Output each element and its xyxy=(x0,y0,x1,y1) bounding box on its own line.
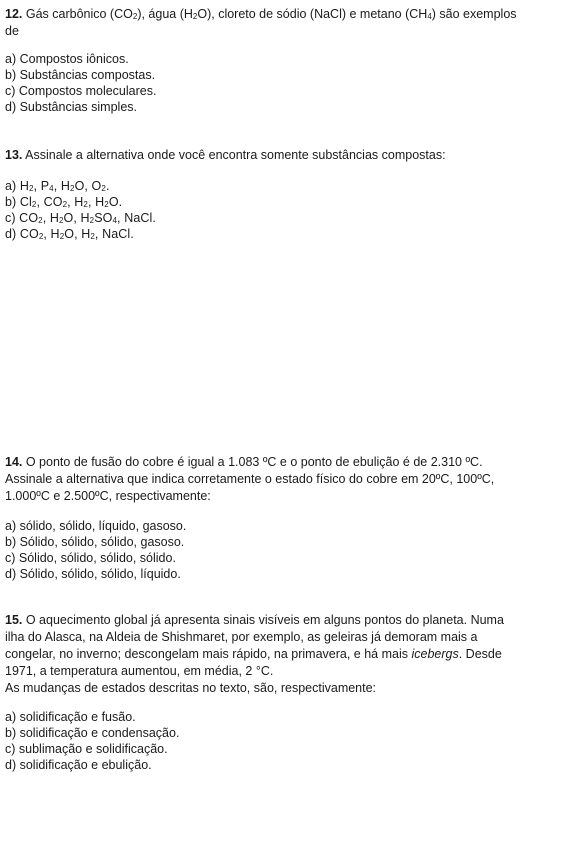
question-12-stem xyxy=(5,6,569,23)
subscript: 2 xyxy=(59,232,65,241)
option-d[interactable]: d) Substâncias simples. xyxy=(5,100,138,114)
subscript: 2 xyxy=(62,200,68,209)
question-15-stem-line-2: ilha do Alasca, na Aldeia de Shishmaret, por exemplo, as geleiras já demoram mais a xyxy=(5,630,478,644)
option-c[interactable]: c) Compostos moleculares. xyxy=(5,84,157,98)
option-d[interactable]: d) $CO_2$, $H_2O$, $H_2$, NaCl. xyxy=(5,227,134,241)
question-15-stem-line-1 xyxy=(5,612,569,629)
question-number: 12. xyxy=(5,7,23,21)
option-b[interactable]: b) Substâncias compostas. xyxy=(5,68,156,82)
subscript: 2 xyxy=(192,12,198,21)
subscript: 2 xyxy=(101,184,106,193)
subscript: 2 xyxy=(90,232,95,241)
option-a[interactable]: a) sólido, sólido, líquido, gasoso. xyxy=(5,519,187,533)
question-12-stem-cont: de xyxy=(5,24,19,38)
subscript: 2 xyxy=(58,216,64,225)
subscript: 4 xyxy=(49,184,54,193)
question-13 xyxy=(5,147,569,242)
stem-emphasis: icebergs xyxy=(411,647,459,661)
option-c[interactable]: c) Sólido, sólido, sólido, sólido. xyxy=(5,551,176,565)
subscript: 2 xyxy=(38,216,43,225)
option-d[interactable]: d) solidificação e ebulição. xyxy=(5,758,152,772)
question-15-stem-text: O aquecimento global já apresenta sinais visíveis em alguns pontos do planeta. Numa xyxy=(22,613,504,627)
question-15-stem-line-4: 1971, a temperatura aumentou, em média, 2 °C. xyxy=(5,664,274,678)
question-number: 14. xyxy=(5,455,23,469)
option-a[interactable]: a) solidificação e fusão. xyxy=(5,710,136,724)
stem-text: congelar, no inverno; descongelam mais rápido, na primavera, e há mais xyxy=(5,647,412,661)
question-13-stem xyxy=(5,147,569,164)
option-c[interactable]: c) sublimação e solidificação. xyxy=(5,742,168,756)
subscript: 2 xyxy=(89,216,95,225)
option-c[interactable]: c) $CO_2$, $H_2O$, $H_2SO_4$, NaCl. xyxy=(5,211,156,225)
subscript: 4 xyxy=(427,12,432,21)
option-b[interactable]: b) $Cl_2$, $CO_2$, $H_2$, $H_2O$. xyxy=(5,195,123,209)
question-14-stem-line-2: Assinale a alternativa que indica corretamente o estado físico do cobre em 20ºC, 100ºC, xyxy=(5,472,495,486)
option-b[interactable]: b) Sólido, sólido, sólido, gasoso. xyxy=(5,535,185,549)
question-14 xyxy=(5,454,569,582)
question-15-stem-line-5: As mudanças de estados descritas no texto, são, respectivamente: xyxy=(5,681,377,695)
subscript: 2 xyxy=(38,232,44,241)
subscript: 2 xyxy=(83,200,88,209)
question-13-stem-text: Assinale a alternativa onde você encontra somente substâncias compostas: xyxy=(22,148,446,162)
option-d[interactable]: d) Sólido, sólido, sólido, líquido. xyxy=(5,567,181,581)
subscript: 2 xyxy=(104,200,109,209)
subscript: 2 xyxy=(31,200,37,209)
option-a[interactable]: a) $H_2$, $P_4$, $H_2O$, $O_2$. xyxy=(5,179,110,193)
question-number: 13. xyxy=(5,148,23,162)
subscript: 2 xyxy=(70,184,75,193)
question-12-stem-text: Gás carbônico $(CO_2)$, água $(H_2O)$, cloreto de sódio (NaCl) e metano $(CH_4)$ são exemplos xyxy=(22,7,517,21)
subscript: 4 xyxy=(112,216,118,225)
question-15 xyxy=(5,612,569,773)
question-15-stem-line-3 xyxy=(5,646,569,663)
stem-text: . Desde xyxy=(458,647,502,661)
question-12 xyxy=(5,6,569,115)
question-14-stem-text: O ponto de fusão do cobre é igual a 1.083 ºC e o ponto de ebulição é de 2.310 ºC. xyxy=(22,455,483,469)
option-b[interactable]: b) solidificação e condensação. xyxy=(5,726,180,740)
question-14-stem-line-1 xyxy=(5,454,569,471)
subscript: 2 xyxy=(29,184,34,193)
subscript: 2 xyxy=(132,12,138,21)
question-14-stem-line-3: 1.000ºC e 2.500ºC, respectivamente: xyxy=(5,489,211,503)
option-a[interactable]: a) Compostos iônicos. xyxy=(5,52,129,66)
question-number: 15. xyxy=(5,613,23,627)
